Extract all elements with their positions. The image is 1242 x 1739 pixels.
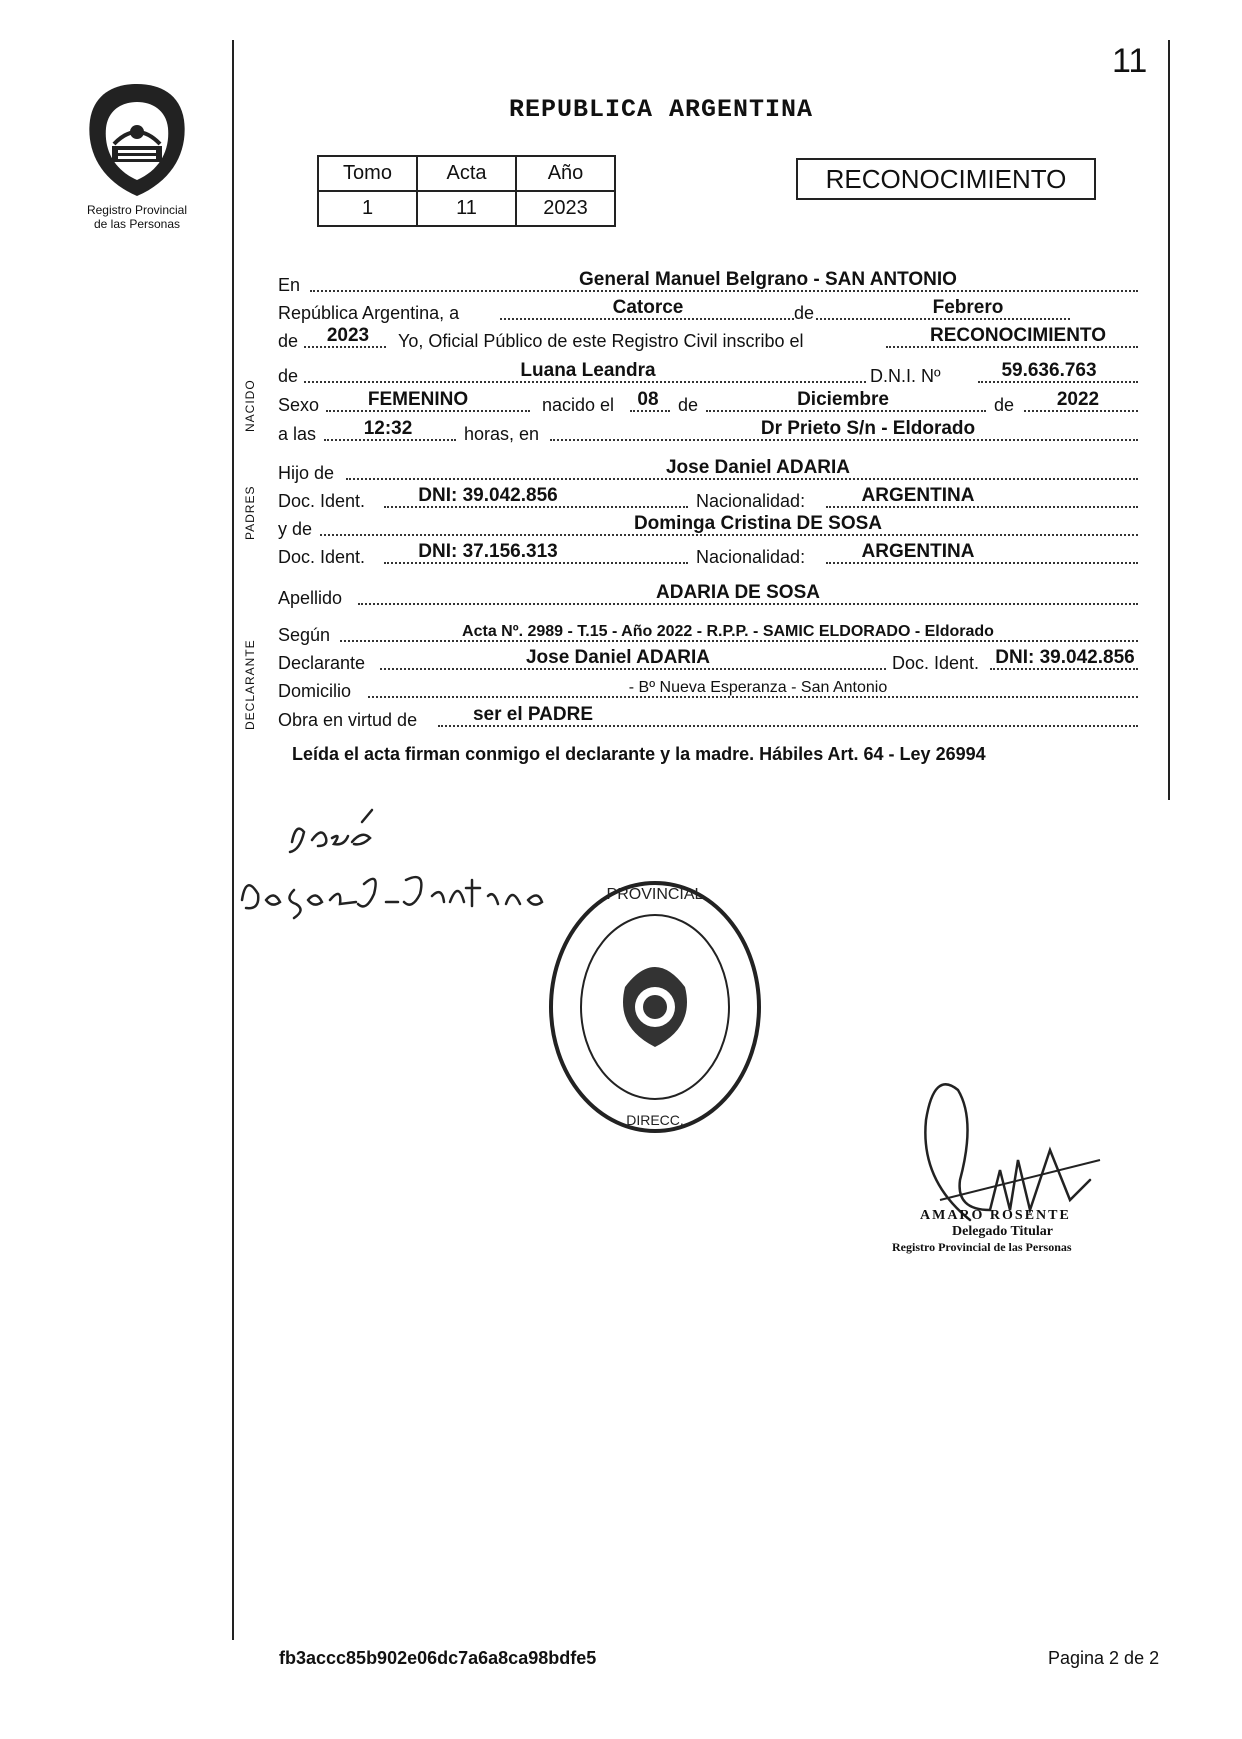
official-office: Registro Provincial de las Personas (892, 1240, 1072, 1254)
field-madre-doc: Doc. Ident. DNI: 37.156.313 Nacionalidad: ARGENTINA (278, 540, 1146, 568)
page-indicator: Pagina 2 de 2 (1048, 1648, 1160, 1668)
side-label-nacido: NACIDO (243, 379, 257, 432)
field-anio: de 2023 Yo, Oficial Público de este Registro Civil inscribo el RECONOCIMIENTO (278, 324, 1146, 352)
document-title: REPUBLICA ARGENTINA (509, 95, 814, 124)
table-cell: 2023 (516, 191, 615, 226)
table-header: Acta (417, 156, 516, 191)
table-header: Año (516, 156, 615, 191)
field-fecha: República Argentina, a Catorce de Febrero (278, 296, 1146, 324)
field-sexo: Sexo FEMENINO nacido el 08 de Diciembre de 2022 (278, 388, 1146, 416)
field-domicilio: Domicilio - Bº Nueva Esperanza - San Antonio (278, 674, 1146, 702)
field-segun: Según Acta Nº. 2989 - T.15 - Año 2022 - R.P.P. - SAMIC ELDORADO - Eldorado (278, 618, 1146, 646)
registry-caption: Registro Provincial de las Personas (86, 203, 188, 231)
page-number: 11 (1112, 42, 1148, 80)
official-name: AMARO ROSENTE (920, 1208, 1071, 1223)
field-en: En General Manuel Belgrano - SAN ANTONIO (278, 268, 1146, 296)
field-madre: y de Dominga Cristina DE SOSA (278, 512, 1146, 540)
official-title: Delegado Titular (952, 1224, 1053, 1239)
table-cell: 1 (318, 191, 417, 226)
official-stamp (882, 1208, 1142, 1255)
table-header: Tomo (318, 156, 417, 191)
madre-signature (236, 860, 566, 930)
act-type-box: RECONOCIMIENTO (796, 158, 1096, 200)
reference-table (317, 155, 616, 227)
field-padre-doc: Doc. Ident. DNI: 39.042.856 Nacionalidad: ARGENTINA (278, 484, 1146, 512)
side-label-declarante: DECLARANTE (243, 639, 257, 730)
right-margin-line (1168, 40, 1170, 800)
closing-note: Leída el acta firman conmigo el declarante y la madre. Hábiles Art. 64 - Ley 26994 (292, 744, 986, 764)
declarante-signature (282, 802, 382, 862)
coat-of-arms-icon (82, 80, 192, 200)
document-hash: fb3accc85b902e06dc7a6a8ca98bdfe5 (279, 1648, 597, 1668)
svg-text:PROVINCIAL: PROVINCIAL (606, 886, 704, 903)
field-padre: Hijo de Jose Daniel ADARIA (278, 456, 1146, 484)
field-apellido: Apellido ADARIA DE SOSA (278, 581, 1146, 609)
svg-text:DIRECC.: DIRECC. (626, 1112, 684, 1128)
field-obra: Obra en virtud de ser el PADRE (278, 703, 1146, 731)
side-label-padres: PADRES (243, 485, 257, 540)
field-declarante: Declarante Jose Daniel ADARIA Doc. Ident. DNI: 39.042.856 (278, 646, 1146, 674)
field-hora: a las 12:32 horas, en Dr Prieto S/n - Eldorado (278, 417, 1146, 445)
field-nombre: de Luana Leandra D.N.I. Nº 59.636.763 (278, 359, 1146, 387)
official-seal-icon (545, 877, 765, 1137)
left-margin-line (232, 40, 234, 1640)
table-cell: 11 (417, 191, 516, 226)
